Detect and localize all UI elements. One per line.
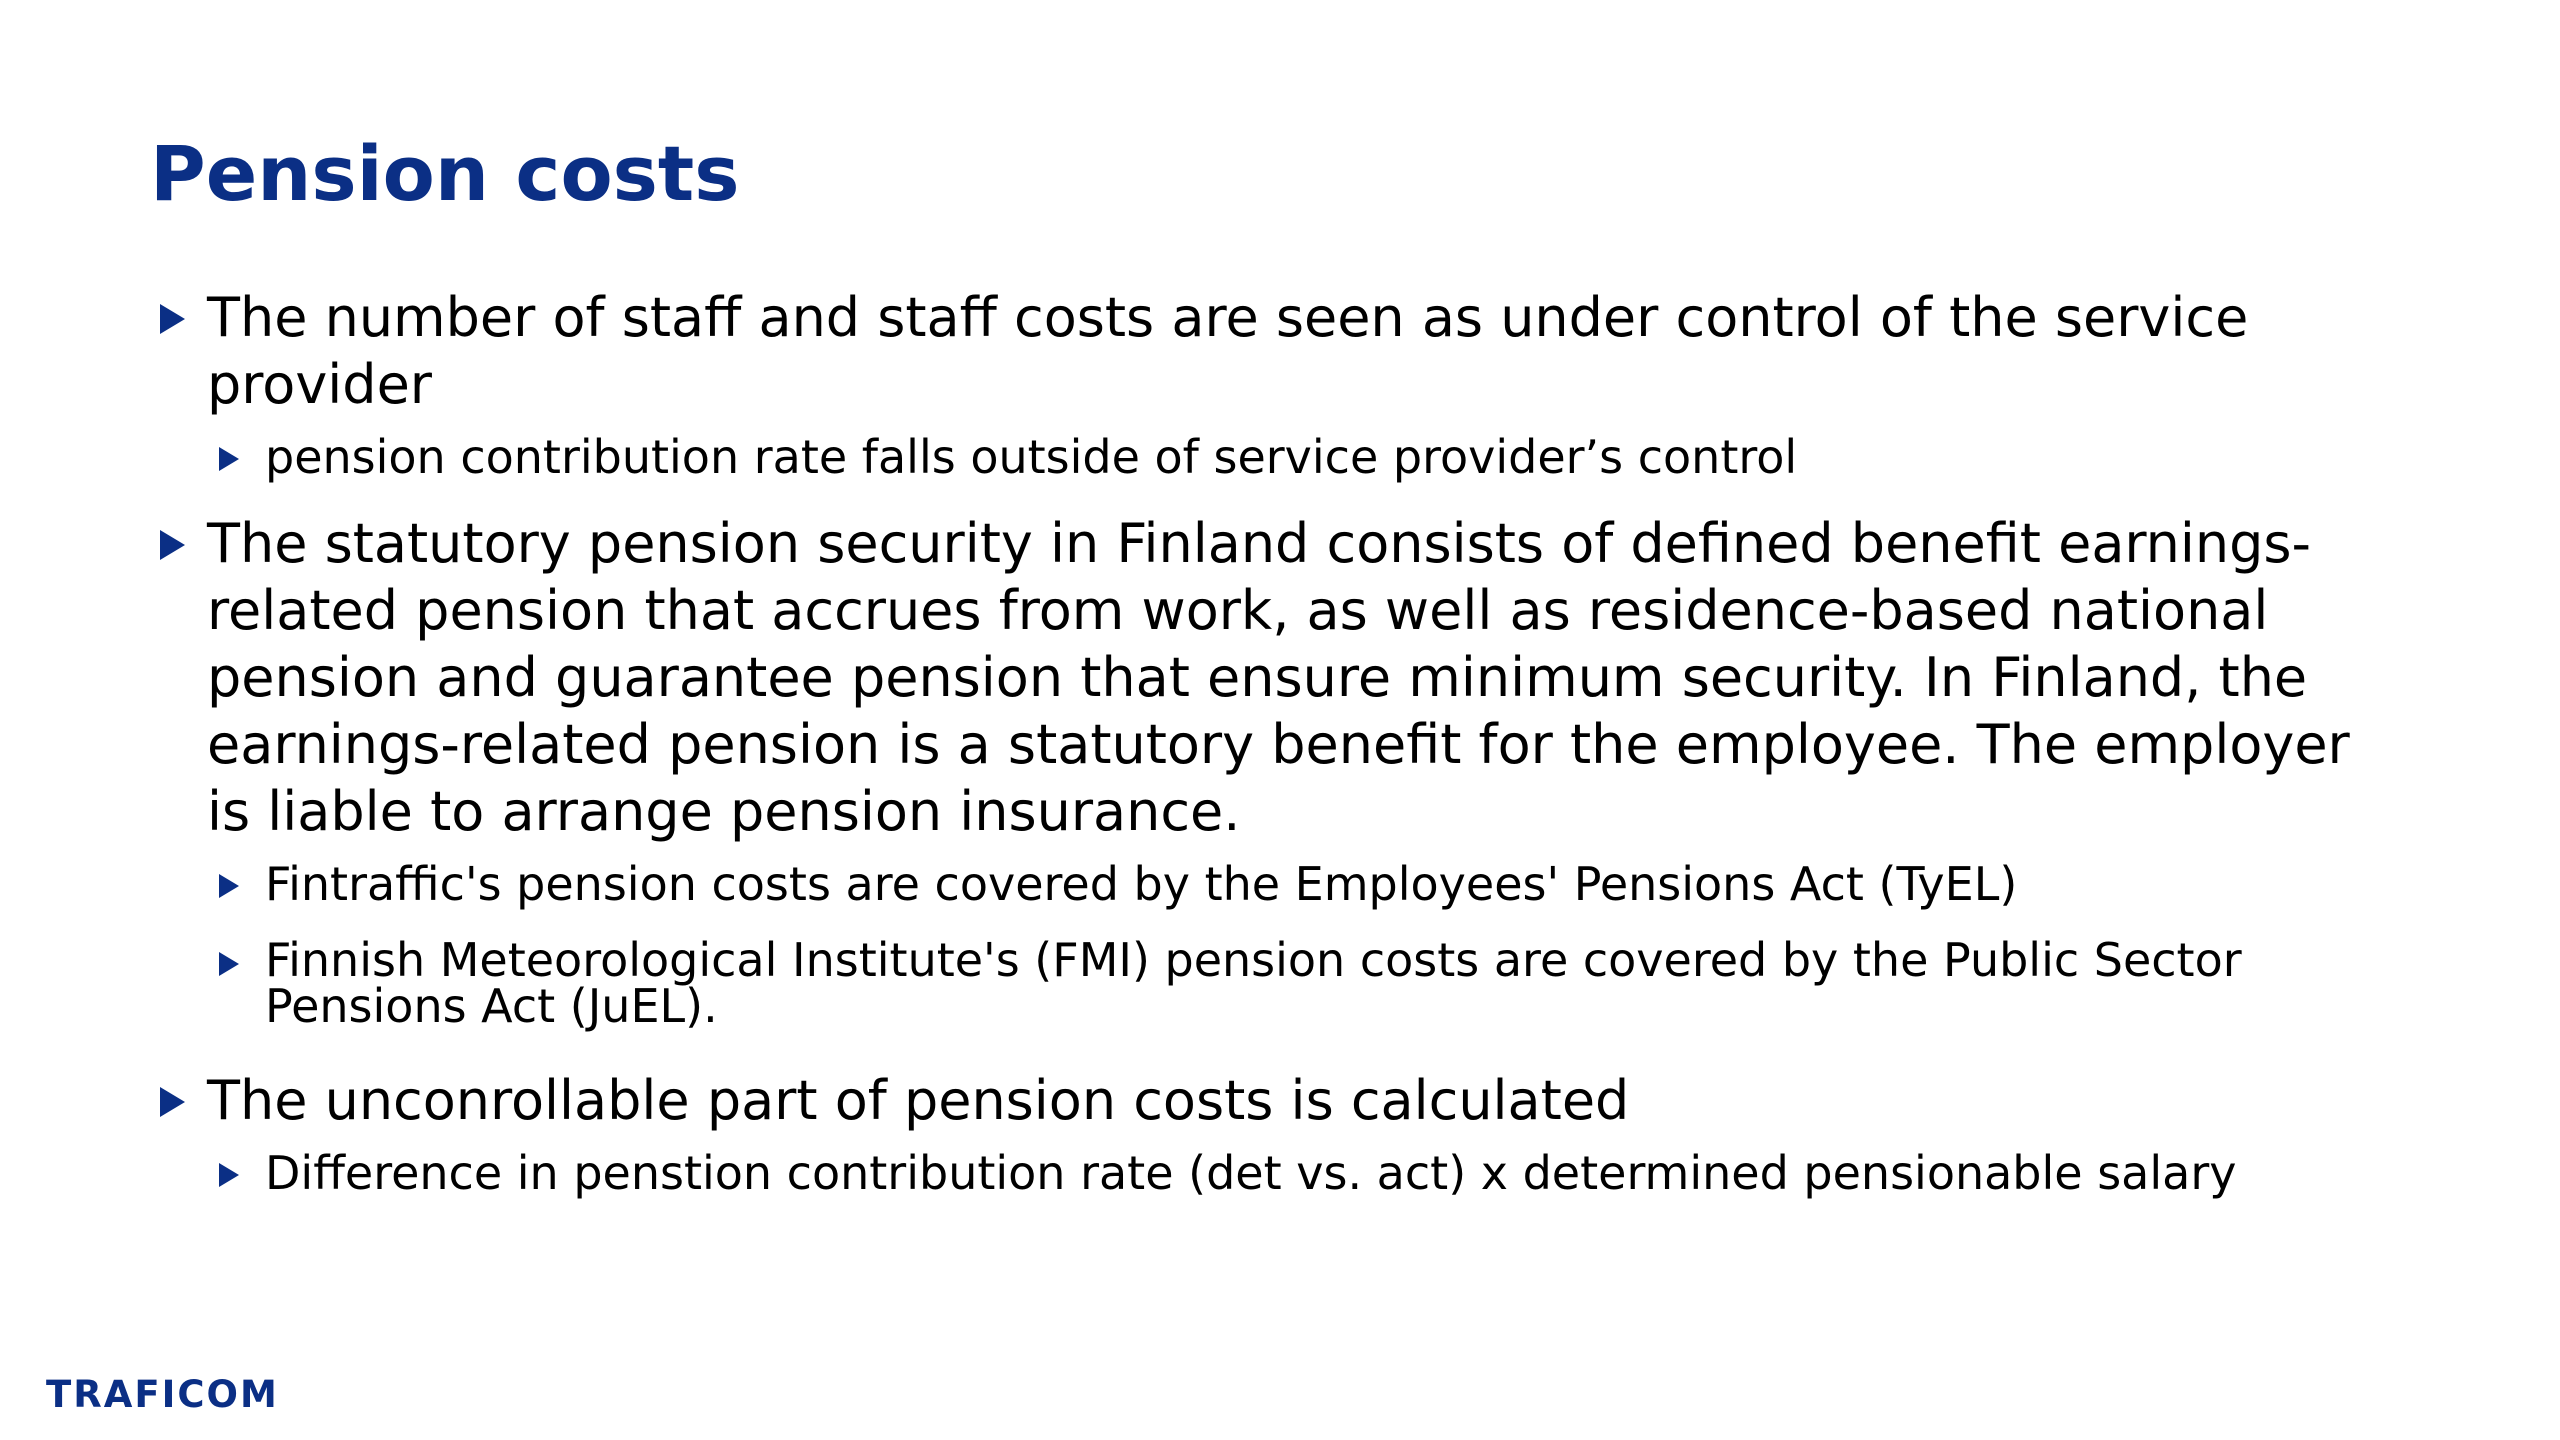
slide-title: Pension costs	[150, 129, 740, 218]
sub-bullet-text: Difference in penstion contribution rate (det vs. act) x determined pensionable salary	[265, 1146, 2237, 1200]
triangle-bullet-icon	[160, 304, 185, 334]
bullet-text: The statutory pension security in Finland consists of defined benefit earnings-related pension that accrues from work, as well as residence-based national pension and guarantee pension that ensure minimum security. In Finland, the earnings-related pension is a statutory benefit for the employee. The employer is liable to arrange pension insurance.	[207, 512, 2350, 843]
sub-bullet-text: pension contribution rate falls outside of service provider’s control	[265, 430, 1798, 484]
bullet-text: The unconrollable part of pension costs is calculated	[207, 1069, 1630, 1132]
sub-bullet-item	[150, 859, 2410, 909]
triangle-bullet-icon	[219, 447, 239, 471]
traficom-logo: TRAFICOM	[46, 1373, 279, 1416]
bullet-text: The number of staff and staff costs are seen as under control of the service provider	[207, 286, 2249, 416]
sub-bullet-text: Fintraffic's pension costs are covered by the Employees' Pensions Act (TyEL)	[265, 857, 2018, 911]
triangle-bullet-icon	[160, 1087, 185, 1117]
bullet-list	[150, 284, 2410, 1226]
triangle-bullet-icon	[219, 952, 239, 976]
bullet-item	[150, 510, 2410, 845]
bullet-item	[150, 284, 2410, 418]
sub-bullet-item	[150, 1148, 2410, 1198]
triangle-bullet-icon	[160, 530, 185, 560]
triangle-bullet-icon	[219, 874, 239, 898]
bullet-item	[150, 1067, 2410, 1134]
sub-bullet-item	[150, 933, 2410, 1033]
triangle-bullet-icon	[219, 1163, 239, 1187]
sub-bullet-text: Finnish Meteorological Institute's (FMI) pension costs are covered by the Public Sector Pensions Act (JuEL).	[265, 933, 2242, 1033]
sub-bullet-item	[150, 432, 2410, 482]
